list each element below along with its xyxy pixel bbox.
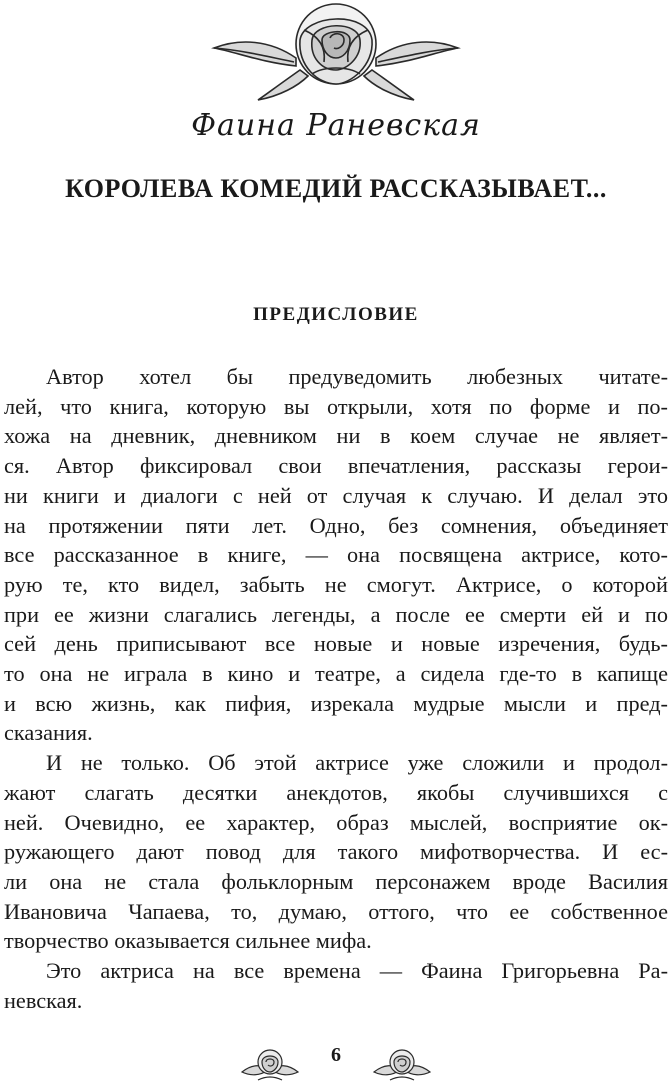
- text-line: при ее жизни слагались легенды, а после ее смерти ей и по: [4, 601, 668, 627]
- text-line: все рассказанное в книге, — она посвящена актрисе, кото-: [4, 542, 668, 568]
- page-footer: [0, 1040, 672, 1088]
- text-line: Ивановича Чапаева, то, думаю, оттого, что ее собственное: [4, 898, 668, 924]
- text-line: то она не играла в кино и театре, а сидела где-то в капище: [4, 661, 668, 687]
- text-line: ней. Очевидно, ее характер, образ мыслей, восприятие ок-: [4, 809, 668, 835]
- rose-ornament-icon: [370, 1042, 434, 1086]
- preface-text: [4, 362, 668, 1015]
- section-heading: ПРЕДИСЛОВИЕ: [253, 304, 419, 325]
- text-line: ни книги и диалоги с ней от случая к случаю. И делал это: [4, 482, 668, 508]
- text-line: И не только. Об этой актрисе уже сложили и продол-: [46, 750, 668, 776]
- text-line: Это актриса на все времена — Фаина Григорьевна Ра-: [46, 958, 668, 984]
- text-line: и всю жизнь, как пифия, изрекала мудрые мысли и пред-: [4, 690, 668, 716]
- text-line: творчество оказывается сильнее мифа.: [4, 928, 372, 954]
- text-line: жают слагать десятки анекдотов, якобы случившихся с: [4, 779, 668, 805]
- text-line: хожа на дневник, дневником ни в коем случае не являет-: [4, 423, 668, 449]
- book-title: КОРОЛЕВА КОМЕДИЙ РАССКАЗЫВАЕТ...: [65, 174, 607, 203]
- text-line: сей день приписывают все новые и новые изречения, будь-: [4, 631, 668, 657]
- text-line: сказания.: [4, 720, 93, 746]
- text-line: на протяжении пяти лет. Одно, без сомнения, объединяет: [4, 512, 668, 538]
- text-line: невская.: [4, 987, 83, 1013]
- text-line: Автор хотел бы предуведомить любезных читате-: [46, 364, 668, 389]
- text-line: рую те, кто видел, забыть не смогут. Актрисе, о которой: [4, 571, 668, 597]
- rose-ornament-icon: [200, 0, 472, 112]
- text-line: ли она не стала фольклорным персонажем вроде Василия: [4, 868, 668, 894]
- text-line: лей, что книга, которую вы открыли, хотя по форме и по-: [4, 393, 668, 419]
- author-name: Фаина Раневская: [191, 108, 481, 143]
- text-line: ся. Автор фиксировал свои впечатления, рассказы герои-: [4, 453, 668, 479]
- page-number: 6: [331, 1044, 341, 1066]
- text-line: ружающего дают повод для такого мифотворчества. И ес-: [4, 839, 668, 865]
